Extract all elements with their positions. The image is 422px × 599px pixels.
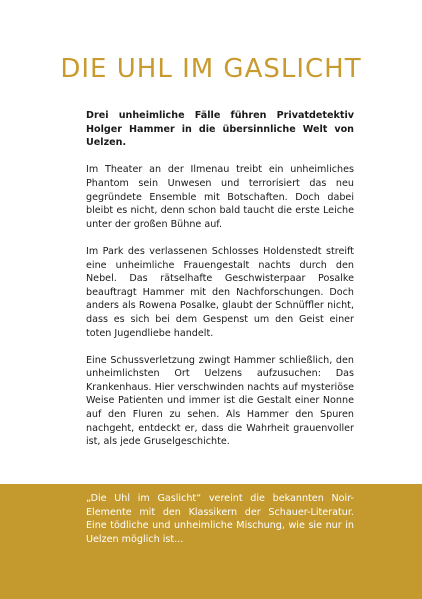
lead-paragraph: Drei unheimliche Fälle führen Privatdetektiv Holger Hammer in die übersinnliche Welt von Uelzen. xyxy=(86,110,354,149)
quote-band xyxy=(0,484,422,599)
paragraph-theater: Im Theater an der Ilmenau treibt ein unheimliches Phantom sein Unwesen und terrorisiert das neu gegründete Ensemble mit Botschaften. Doch dabei bleibt es nicht, denn schon bald taucht die erste Leiche unter der großen Bühne auf. xyxy=(86,164,354,230)
blurb-body xyxy=(86,109,354,462)
paragraph-krankenhaus: Eine Schussverletzung zwingt Hammer schließlich, den unheimlichsten Ort Uelzens aufzusuchen: Das Krankenhaus. Hier verschwinden nachts auf mysteriöse Weise Patienten und immer ist die Gestalt einer Nonne auf den Fluren zu sehen. Als Hammer den Spuren nachgeht, entdeckt er, dass die Wahrheit grauenvoller ist, als jede Gruselgeschichte. xyxy=(86,354,354,448)
quote-text: „Die Uhl im Gaslicht“ vereint die bekannten Noir-Elemente mit den Klassikern der Schauer-Literatur. Eine tödliche und unheimliche Mischung, wie sie nur in Uelzen möglich ist... xyxy=(86,493,354,545)
paragraph-schloss: Im Park des verlassenen Schlosses Holdenstedt streift eine unheimliche Frauengestalt nachts durch den Nebel. Das rätselhafte Geschwisterpaar Posalke beauftragt Hammer mit den Nachforschungen. Doch anders als Rowena Posalke, glaubt der Schnüffler nicht, dass es sich bei dem Gespenst um den Geist einer toten Jugendliebe handelt. xyxy=(86,245,354,339)
book-title: DIE UHL IM GASLICHT xyxy=(60,54,362,84)
